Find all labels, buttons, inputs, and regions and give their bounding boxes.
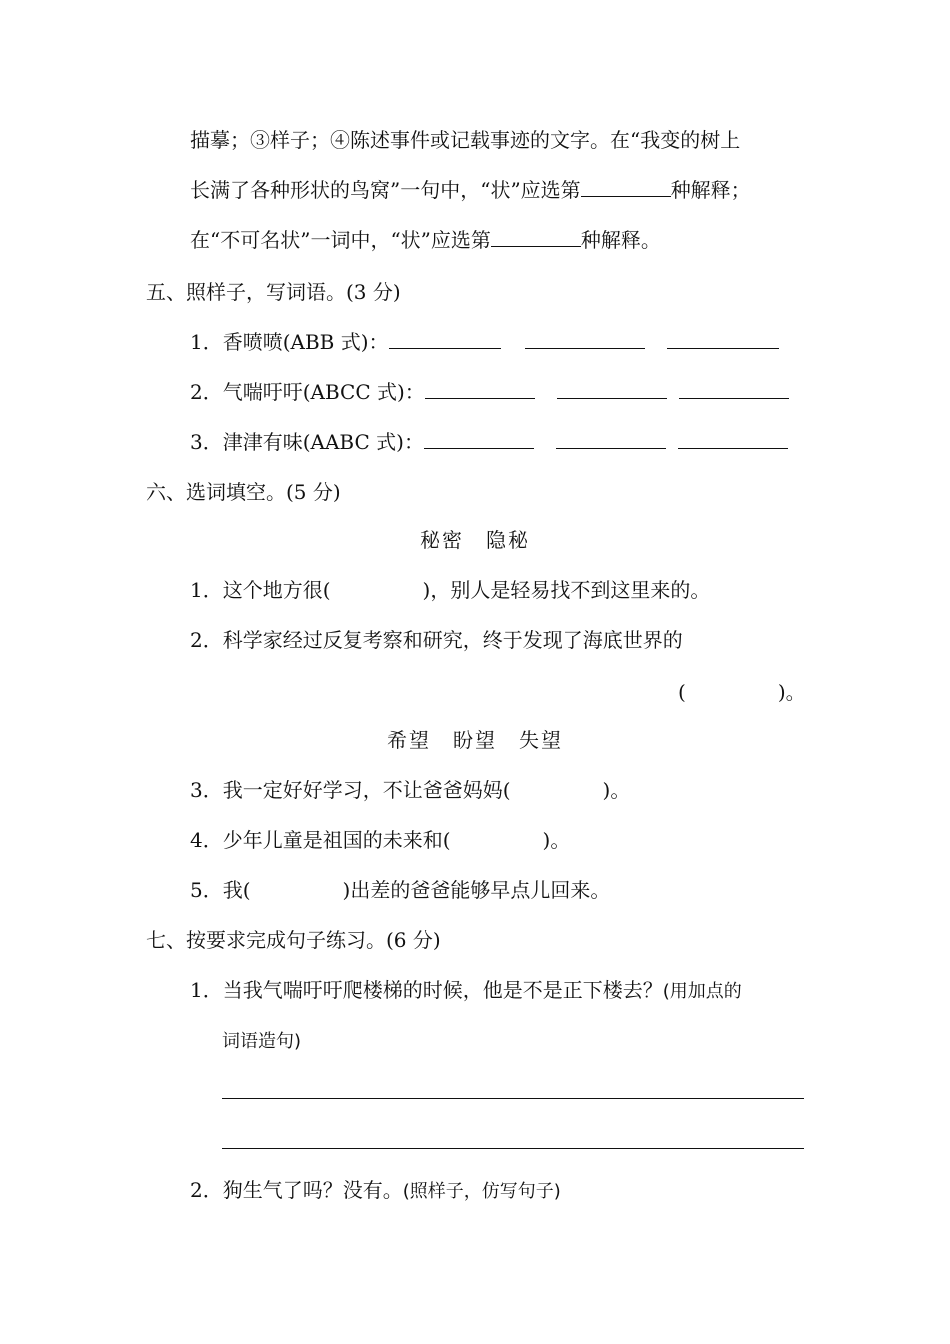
answer-blank[interactable] — [525, 328, 645, 349]
answer-blank[interactable] — [581, 176, 671, 197]
answer-blank[interactable] — [556, 428, 666, 449]
sec5-item-2: 2．气喘吁吁(ABCC 式)： — [190, 378, 789, 406]
word-choices-1: 秘密 隐秘 — [420, 528, 530, 552]
continued-text-line: 长满了各种形状的鸟窝”一句中，“状”应选第 种解释； — [190, 178, 751, 202]
sec7-question-1-cont: 词语造句) — [222, 1031, 302, 1052]
sec7-question-2: 2．狗生气了吗？没有。(照样子，仿写句子) — [190, 1178, 561, 1202]
section-7-title: 七、按要求完成句子练习。(6 分) — [146, 928, 441, 952]
continued-text-line: 描摹；③样子；④陈述事件或记载事迹的文字。在“我变的树上 — [190, 128, 741, 152]
answer-blank[interactable] — [667, 328, 779, 349]
continued-text-line: 在“不可名状”一词中，“状”应选第 种解释。 — [190, 228, 661, 252]
word-choices-2: 希望 盼望 失望 — [387, 728, 563, 752]
sec6-question-2-answer: ( )。 — [678, 680, 806, 704]
answer-blank[interactable] — [425, 378, 535, 399]
answer-line[interactable] — [222, 1148, 804, 1149]
sec7-question-1: 1．当我气喘吁吁爬楼梯的时候，他是不是正下楼去？(用加点的 — [190, 978, 742, 1002]
sec6-question-2: 2．科学家经过反复考察和研究，终于发现了海底世界的 — [190, 628, 683, 652]
sec6-question-3: 3．我一定好好学习，不让爸爸妈妈( )。 — [190, 778, 631, 802]
sec5-item-1: 1．香喷喷(ABB 式)： — [190, 328, 779, 356]
sec5-item-3: 3．津津有味(AABC 式)： — [190, 428, 788, 456]
answer-blank[interactable] — [557, 378, 667, 399]
answer-blank[interactable] — [491, 226, 581, 247]
answer-blank[interactable] — [424, 428, 534, 449]
sec6-question-4: 4．少年儿童是祖国的未来和( )。 — [190, 828, 571, 852]
answer-line[interactable] — [222, 1098, 804, 1099]
answer-blank[interactable] — [389, 328, 501, 349]
section-5-title: 五、照样子，写词语。(3 分) — [146, 280, 401, 304]
section-6-title: 六、选词填空。(5 分) — [146, 480, 341, 504]
answer-blank[interactable] — [678, 428, 788, 449]
sec6-question-5: 5．我( )出差的爸爸能够早点儿回来。 — [190, 878, 611, 902]
answer-blank[interactable] — [679, 378, 789, 399]
sec6-question-1: 1．这个地方很( )，别人是轻易找不到这里来的。 — [190, 578, 711, 602]
